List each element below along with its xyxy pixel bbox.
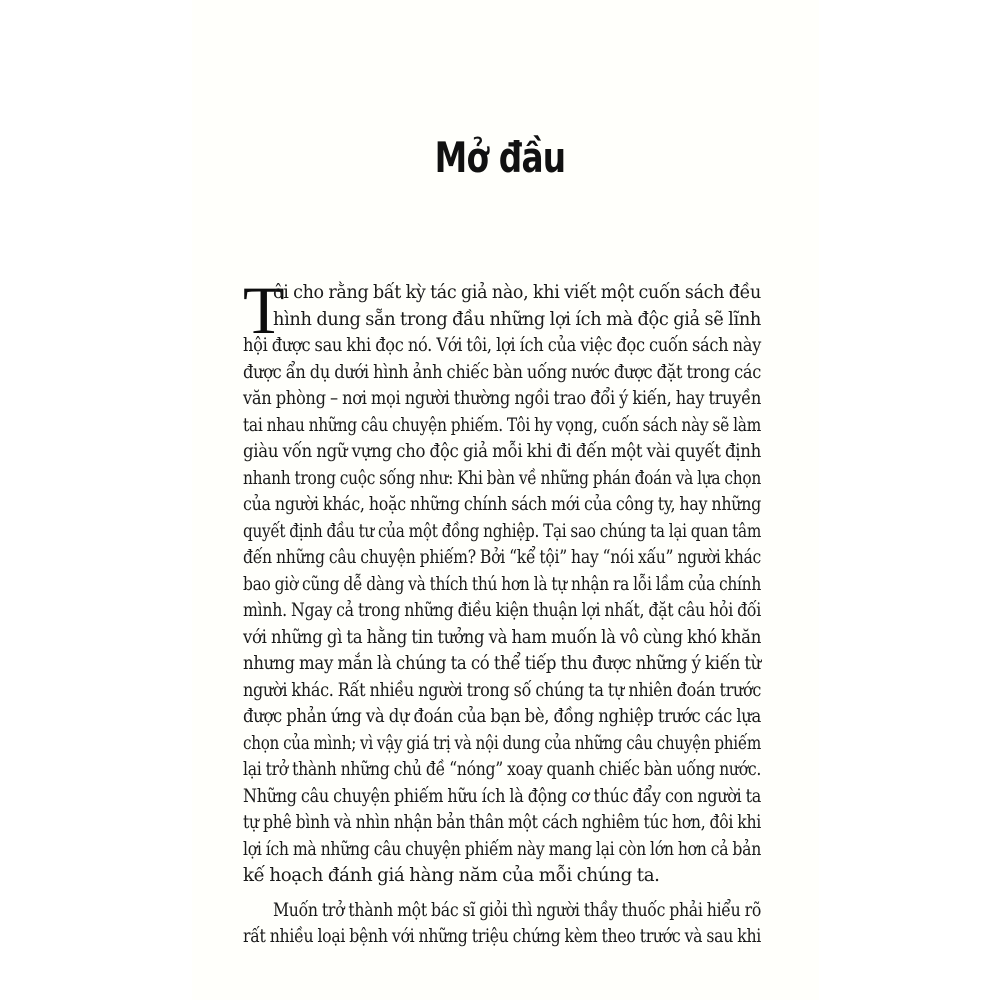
text-line: Muốn trở thành một bác sĩ giỏi thì người thầy thuốc phải hiểu rõ — [273, 899, 761, 921]
drop-cap: T — [243, 272, 285, 348]
text-line: nhanh trong cuộc sống như: Khi bàn về những phán đoán và lựa chọn — [243, 467, 761, 489]
text-line: quyết định đầu tư của một đồng nghiệp. Tại sao chúng ta lại quan tâm — [243, 520, 761, 542]
text-line: mình. Ngay cả trong những điều kiện thuận lợi nhất, đặt câu hỏi đối — [243, 600, 761, 621]
text-line: chọn của mình; vì vậy giá trị và nội dung của những câu chuyện phiếm — [243, 732, 761, 754]
text-line: ôi cho rằng bất kỳ tác giả nào, khi viết một cuốn sách đều — [273, 282, 761, 303]
body-text — [243, 272, 761, 951]
text-line: tai nhau những câu chuyện phiếm. Tôi hy vọng, cuốn sách này sẽ làm — [243, 414, 761, 436]
text-line: được phản ứng và dự đoán của bạn bè, đồng nghiệp trước các lựa — [243, 706, 761, 727]
text-line: được ẩn dụ dưới hình ảnh chiếc bàn uống nước được đặt trong các — [243, 361, 761, 383]
text-line: nhưng may mắn là chúng ta có thể tiếp thu được những ý kiến từ — [243, 653, 761, 674]
chapter-title: Mở đầu — [434, 133, 566, 182]
paragraph-2 — [243, 898, 761, 951]
text-line: người khác. Rất nhiều người trong số chúng ta tự nhiên đoán trước — [243, 679, 761, 701]
text-line: rất nhiều loại bệnh với những triệu chứng kèm theo trước và sau khi — [243, 926, 761, 947]
text-line: lại trở thành những chủ đề “nóng” xoay quanh chiếc bàn uống nước. — [243, 759, 761, 780]
text-line: lợi ích mà những câu chuyện phiếm này mang lại còn lớn hơn cả bản — [243, 838, 761, 860]
text-line: tự phê bình và nhìn nhận bản thân một cách nghiêm túc hơn, đôi khi — [243, 812, 761, 833]
text-line: hình dung sẵn trong đầu những lợi ích mà độc giả sẽ lĩnh — [273, 308, 761, 330]
text-line: giàu vốn ngữ vựng cho độc giả mỗi khi đi đến một vài quyết định — [243, 441, 761, 462]
text-line: kế hoạch đánh giá hàng năm của mỗi chúng ta. — [243, 865, 660, 886]
paragraph-1 — [243, 272, 761, 890]
text-line: Những câu chuyện phiếm hữu ích là động cơ thúc đẩy con người ta — [243, 785, 761, 807]
text-line: đến những câu chuyện phiếm? Bởi “kể tội” hay “nói xấu” người khác — [243, 547, 761, 568]
text-line: văn phòng – nơi mọi người thường ngồi trao đổi ý kiến, hay truyền — [243, 388, 761, 409]
paragraph-gap — [243, 890, 761, 898]
text-line: với những gì ta hằng tin tưởng và ham muốn là vô cùng khó khăn — [243, 626, 761, 648]
text-line: hội được sau khi đọc nó. Với tôi, lợi ích của việc đọc cuốn sách này — [243, 335, 761, 356]
text-line: của người khác, hoặc những chính sách mới của công ty, hay những — [243, 494, 761, 515]
text-line: bao giờ cũng dễ dàng và thích thú hơn là tự nhận ra lỗi lầm của chính — [243, 573, 761, 595]
